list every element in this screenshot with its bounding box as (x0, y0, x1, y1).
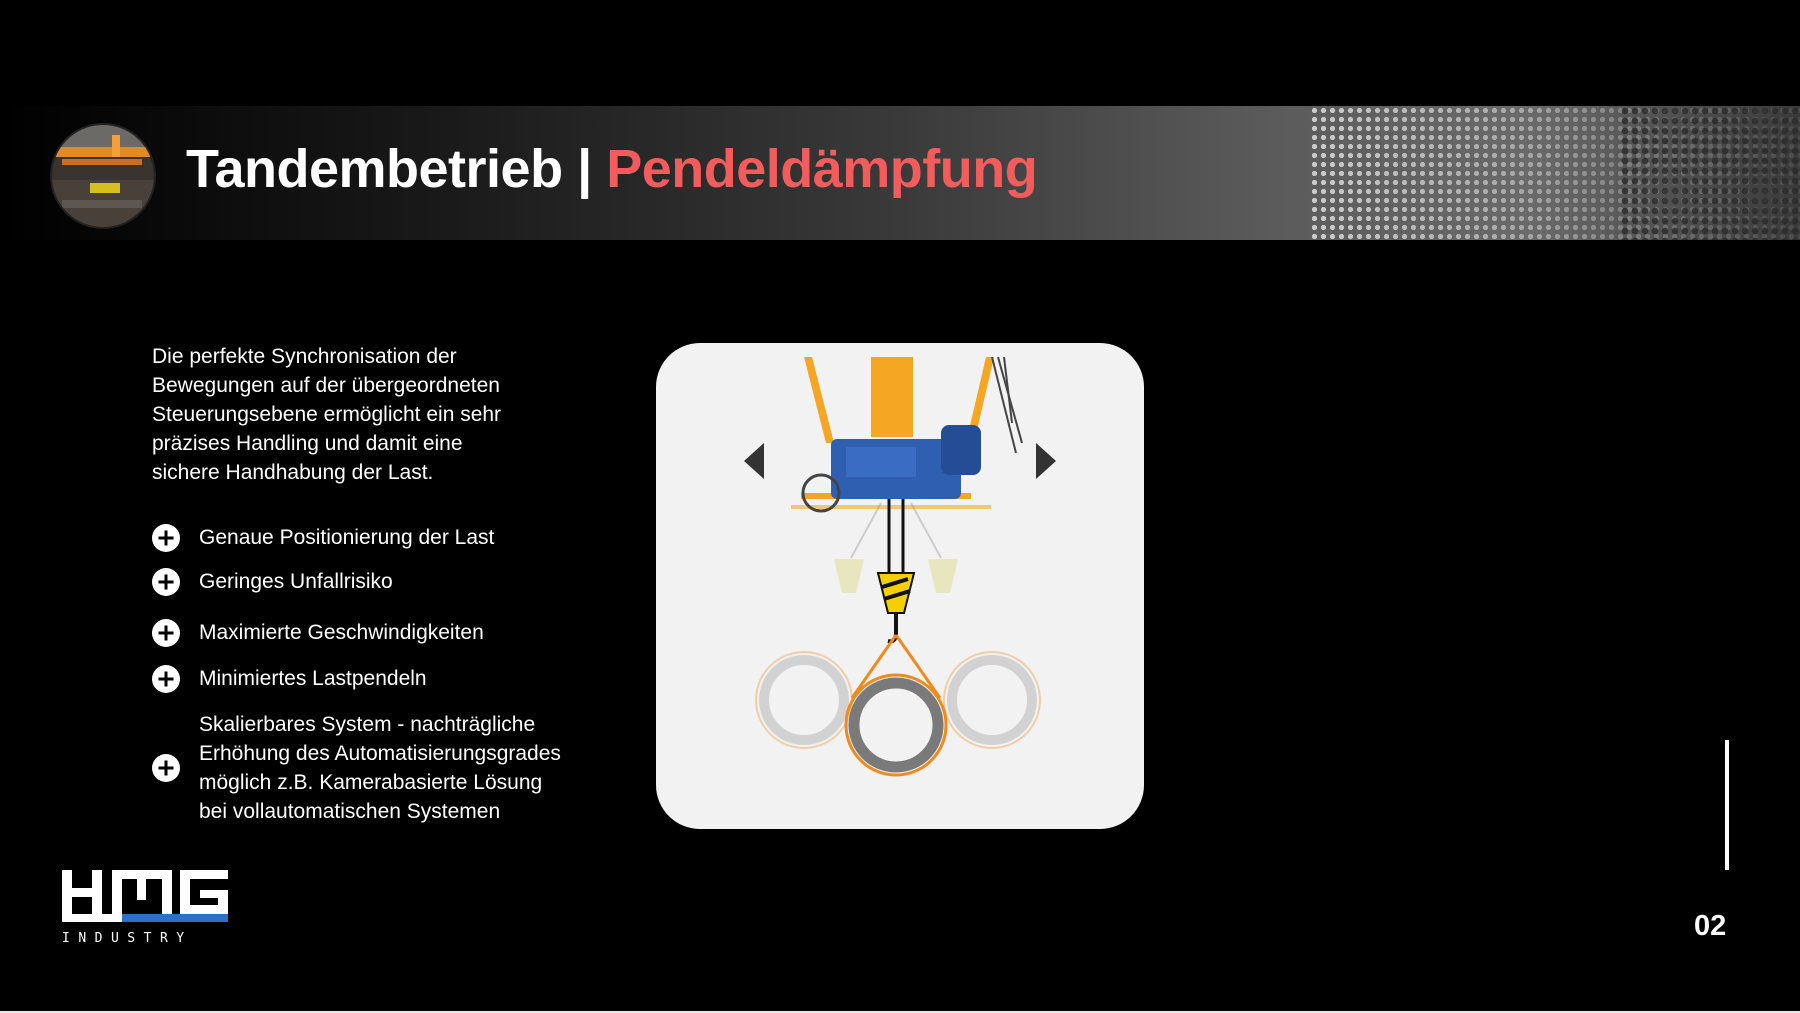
plus-circle-icon (152, 754, 180, 782)
bullet-label: Geringes Unfallrisiko (199, 570, 393, 593)
plus-circle-icon (152, 524, 180, 552)
page-title (186, 138, 1037, 200)
header-dot-pattern-dark (1620, 106, 1800, 240)
intro-paragraph: Die perfekte Synchronisation der Bewegungen auf der übergeordneten Steuerungsebene ermöglicht ein sehr präzises Handling und damit eine sichere Handhabung der Last. (152, 345, 502, 484)
page-title-accent: Pendeldämpfung (606, 139, 1038, 199)
bullet-item (152, 664, 612, 693)
crane-pendulum-illustration (656, 343, 1144, 829)
page-number: 02 (1694, 910, 1727, 942)
header-photo-thumbnail (50, 123, 156, 229)
bullet-item (152, 567, 612, 596)
plus-circle-icon (152, 568, 180, 596)
hmg-industry-logo (60, 868, 230, 948)
plus-circle-icon (152, 665, 180, 693)
bullet-label: Genaue Positionierung der Last (199, 526, 495, 549)
bullet-item (152, 523, 612, 552)
divider-line (1725, 740, 1729, 870)
plus-circle-icon (152, 619, 180, 647)
bullet-label: Minimiertes Lastpendeln (199, 667, 427, 690)
bullet-item (152, 710, 572, 826)
bullet-item (152, 618, 612, 647)
bullet-label: Skalierbares System - nachträgliche Erhöhung des Automatisierungsgrades möglich z.B. Kamerabasierte Lösung bei vollautomatischen Systemen (199, 713, 561, 823)
bullet-label: Maximierte Geschwindigkeiten (199, 621, 484, 644)
svg-text:INDUSTRY: INDUSTRY (62, 931, 193, 946)
crane-illustration-card (656, 343, 1144, 829)
page-title-main: Tandembetrieb | (186, 139, 607, 199)
